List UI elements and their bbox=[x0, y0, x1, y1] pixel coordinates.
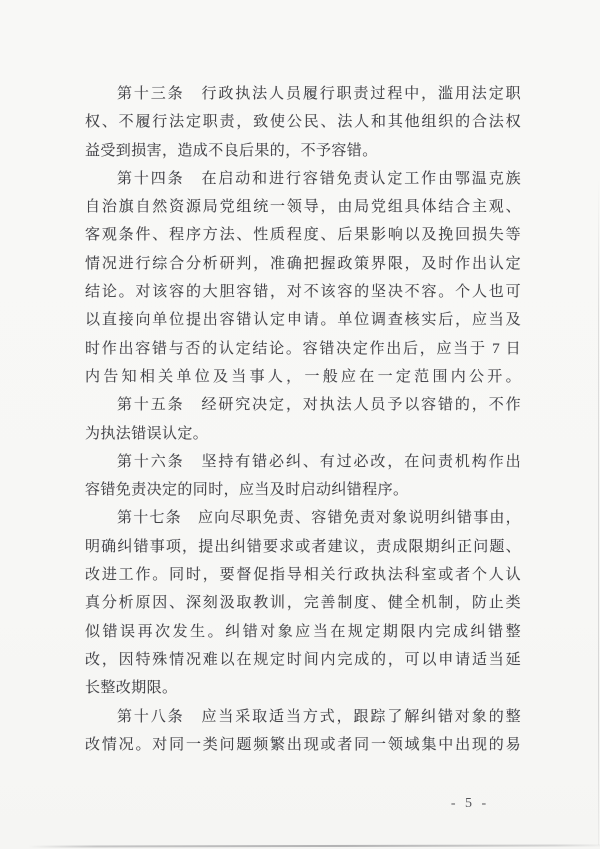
text-line: 第十六条 坚持有错必纠、有过必改，在问责机构作出 bbox=[117, 453, 521, 470]
text-line: 客观条件、程序方法、性质程度、后果影响以及挽回损失等 bbox=[85, 227, 521, 244]
text-line: 似错误再次发生。纠错对象应当在规定期限内完成纠错整 bbox=[85, 623, 521, 640]
text-line: 结论。对该容的大胆容错，对不该容的坚决不容。个人也可 bbox=[85, 284, 521, 301]
text-line: 权、不履行法定职责，致使公民、法人和其他组织的合法权 bbox=[85, 114, 521, 131]
text-line: 第十三条 行政执法人员履行职责过程中，滥用法定职 bbox=[117, 86, 521, 102]
paragraph-第十七条 bbox=[85, 504, 521, 702]
text-line: 容错免责决定的同时，应当及时启动纠错程序。 bbox=[85, 482, 409, 499]
document-body bbox=[85, 80, 521, 759]
text-line: 为执法错误认定。 bbox=[85, 425, 209, 442]
paragraph-第十六条 bbox=[85, 448, 521, 505]
paragraph-第十八条 bbox=[85, 703, 521, 760]
paragraph-第十五条 bbox=[85, 391, 521, 448]
text-line: 改，因特殊情况难以在规定时间内完成的，可以申请适当延 bbox=[85, 651, 521, 668]
paragraph-第十三条 bbox=[85, 80, 521, 165]
text-line: 长整改期限。 bbox=[85, 680, 178, 697]
text-line: 情况进行综合分析研判，准确把握政策界限，及时作出认定 bbox=[85, 255, 521, 272]
text-line: 改进工作。同时，要督促指导相关行政执法科室或者个人认 bbox=[85, 567, 521, 584]
scan-edge-bottom-artifact bbox=[28, 844, 600, 847]
scan-edge-right-artifact bbox=[598, 180, 600, 845]
text-line: 内告知相关单位及当事人，一般应在一定范围内公开。 bbox=[85, 368, 521, 385]
paragraph-第十四条 bbox=[85, 165, 521, 391]
text-line: 真分析原因、深刻汲取教训，完善制度、健全机制，防止类 bbox=[85, 595, 521, 612]
text-line: 益受到损害，造成不良后果的，不予容错。 bbox=[85, 142, 378, 159]
text-line: 自治旗自然资源局党组统一领导，由局党组具体结合主观、 bbox=[85, 199, 521, 216]
text-line: 以直接向单位提出容错认定申请。单位调查核实后，应当及 bbox=[85, 312, 521, 329]
text-line: 时作出容错与否的认定结论。容错决定作出后，应当于 7 日 bbox=[85, 340, 521, 357]
text-line: 明确纠错事项，提出纠错要求或者建议，责成限期纠正问题、 bbox=[85, 538, 521, 555]
text-line: 第十五条 经研究决定，对执法人员予以容错的，不作 bbox=[117, 397, 521, 414]
page-number: - 5 - bbox=[450, 796, 490, 811]
text-line: 第十四条 在启动和进行容错免责认定工作由鄂温克族 bbox=[117, 170, 521, 187]
text-line: 第十七条 应向尽职免责、容错免责对象说明纠错事由， bbox=[117, 510, 521, 527]
text-line: 第十八条 应当采取适当方式，跟踪了解纠错对象的整 bbox=[117, 708, 521, 725]
text-line: 改情况。对同一类问题频繁出现或者同一领域集中出现的易 bbox=[85, 736, 521, 753]
